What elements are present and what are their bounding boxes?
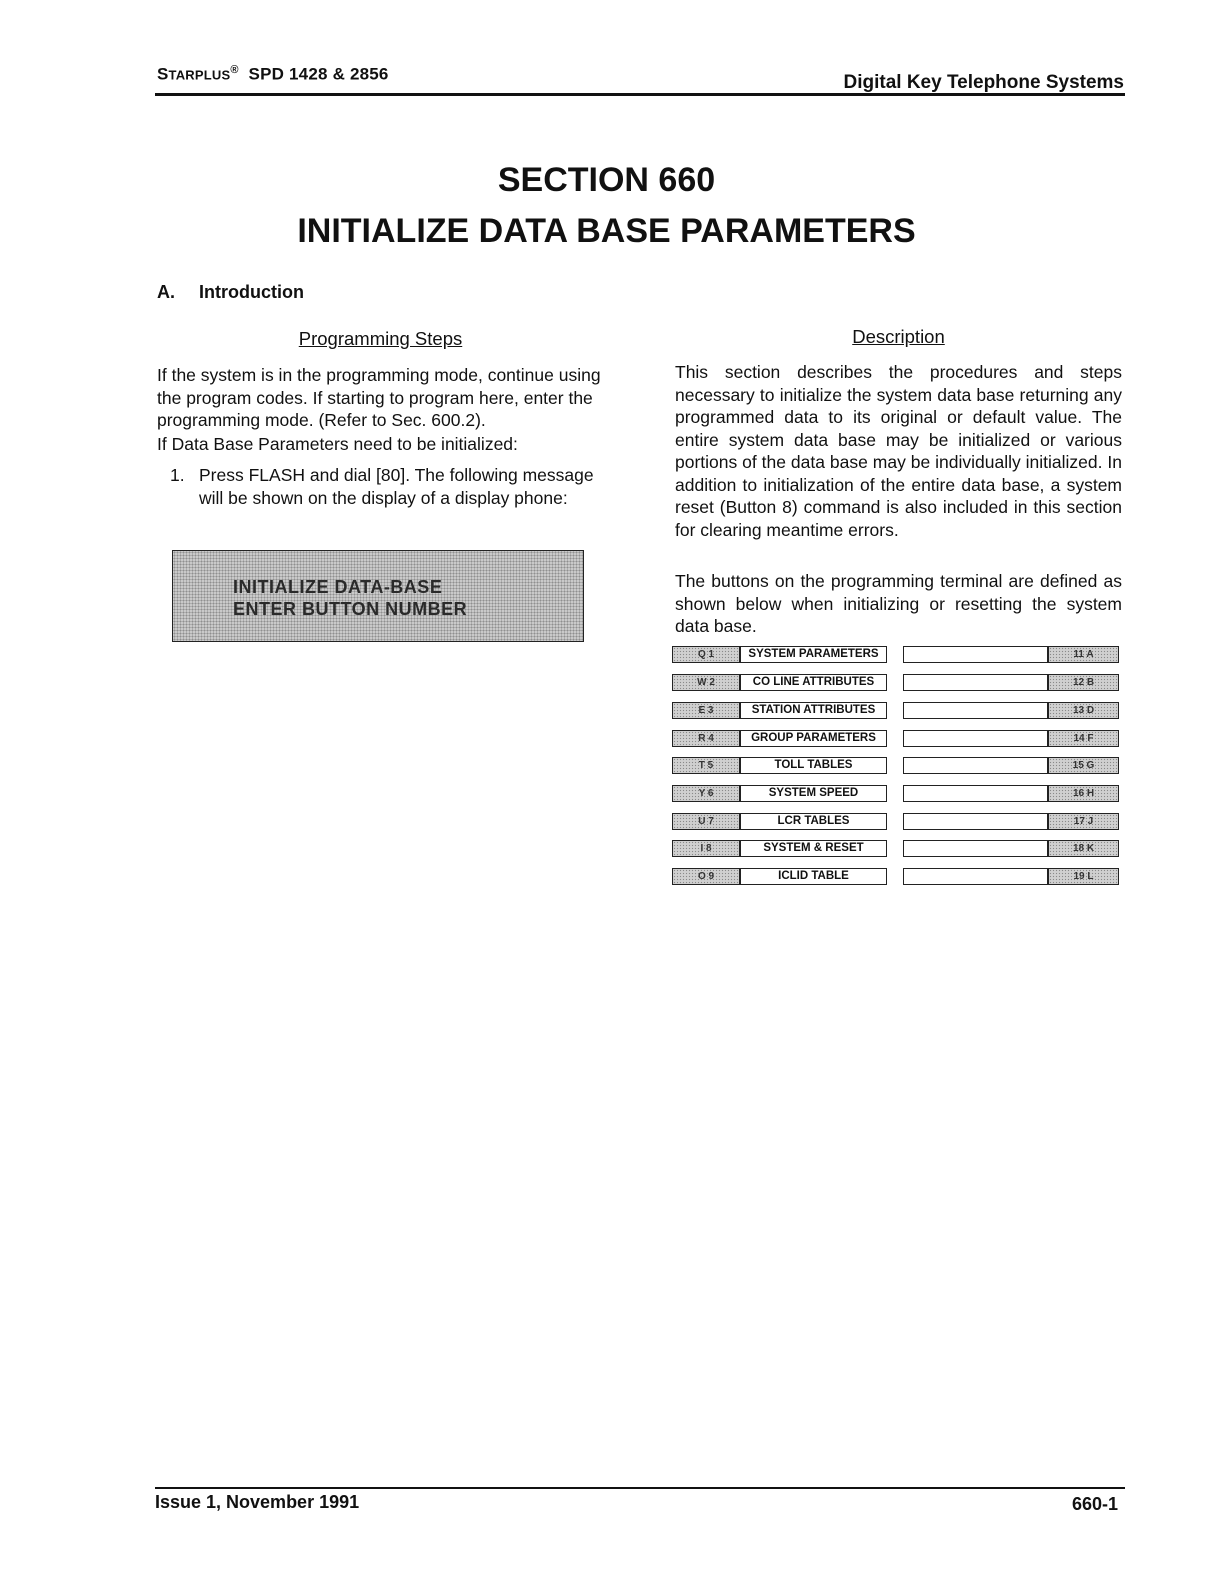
step-number: 1. bbox=[170, 465, 185, 485]
button-row bbox=[672, 674, 1122, 693]
brand-rest: TARPLUS bbox=[168, 67, 231, 83]
button-key: R 4 bbox=[672, 730, 740, 747]
button-blank-label bbox=[903, 868, 1048, 885]
button-row bbox=[672, 702, 1122, 721]
section-subtitle: INITIALIZE DATA BASE PARAMETERS bbox=[297, 212, 916, 250]
model-number: SPD 1428 & 2856 bbox=[248, 64, 389, 84]
subsection-heading bbox=[157, 282, 304, 303]
button-label: CO LINE ATTRIBUTES bbox=[740, 674, 887, 691]
button-label: TOLL TABLES bbox=[740, 757, 887, 774]
button-row bbox=[672, 757, 1122, 776]
button-blank-label bbox=[903, 674, 1048, 691]
lcd-line-2: ENTER BUTTON NUMBER bbox=[233, 599, 468, 619]
button-key: U 7 bbox=[672, 813, 740, 830]
footer-rule bbox=[155, 1487, 1125, 1489]
button-right-key: 19 L bbox=[1048, 868, 1119, 885]
lcd-line-1: INITIALIZE DATA-BASE bbox=[233, 577, 443, 597]
step-text: Press FLASH and dial [80]. The following message will be shown on the display of a display phone: bbox=[199, 465, 594, 508]
step-1 bbox=[170, 464, 604, 509]
subsection-title: Introduction bbox=[199, 282, 304, 302]
button-right-key: 15 G bbox=[1048, 757, 1119, 774]
button-row bbox=[672, 730, 1122, 749]
description-heading: Description bbox=[852, 326, 945, 347]
button-label: STATION ATTRIBUTES bbox=[740, 702, 887, 719]
button-label: SYSTEM SPEED bbox=[740, 785, 887, 802]
description-paragraph: This section describes the procedures and steps necessary to initialize the system data base returning any programmed data to its original or default value. The entire system data base may be initialized or various portions of the data base may be individually initialized. In addition to initialization of the entire data base, a system reset (Button 8) command is also included in this section for clearing meantime errors. bbox=[675, 362, 1122, 540]
button-key: W 2 bbox=[672, 674, 740, 691]
brand-initial: S bbox=[157, 64, 169, 84]
header-rule bbox=[155, 93, 1125, 96]
button-key: T 5 bbox=[672, 757, 740, 774]
button-blank-label bbox=[903, 730, 1048, 747]
button-right-key: 16 H bbox=[1048, 785, 1119, 802]
button-blank-label bbox=[903, 646, 1048, 663]
lcd-display bbox=[172, 550, 584, 642]
button-right-key: 17 J bbox=[1048, 813, 1119, 830]
button-key: Y 6 bbox=[672, 785, 740, 802]
button-row bbox=[672, 868, 1122, 887]
button-right-key: 13 D bbox=[1048, 702, 1119, 719]
button-right-key: 18 K bbox=[1048, 840, 1119, 857]
section-title: SECTION 660 bbox=[497, 161, 716, 199]
page-number: 660-1 bbox=[1071, 1494, 1118, 1514]
button-row bbox=[672, 813, 1122, 832]
programming-intro-paragraph: If the system is in the programming mode, continue using the program codes. If starting to program here, enter the programming mode. (Refer to Sec. 600.2). bbox=[157, 365, 601, 430]
footer-issue: Issue 1, November 1991 bbox=[155, 1492, 360, 1512]
button-blank-label bbox=[903, 757, 1048, 774]
button-label: GROUP PARAMETERS bbox=[740, 730, 887, 747]
button-key: O 9 bbox=[672, 868, 740, 885]
button-key: E 3 bbox=[672, 702, 740, 719]
buttons-intro-paragraph: The buttons on the programming terminal are defined as shown below when initializing or resetting the system data base. bbox=[675, 571, 1122, 636]
button-key: Q 1 bbox=[672, 646, 740, 663]
button-blank-label bbox=[903, 813, 1048, 830]
button-right-key: 11 A bbox=[1048, 646, 1119, 663]
subsection-label: A. bbox=[157, 282, 175, 302]
button-label: SYSTEM PARAMETERS bbox=[740, 646, 887, 663]
button-row bbox=[672, 785, 1122, 804]
registered-mark: ® bbox=[230, 64, 239, 76]
button-label: LCR TABLES bbox=[740, 813, 887, 830]
header-product: Digital Key Telephone Systems bbox=[843, 72, 1124, 93]
button-label: ICLID TABLE bbox=[740, 868, 887, 885]
initialize-condition-paragraph: If Data Base Parameters need to be initialized: bbox=[157, 434, 518, 454]
button-row bbox=[672, 646, 1122, 665]
programming-steps-heading: Programming Steps bbox=[298, 328, 463, 349]
header-brand bbox=[157, 64, 389, 85]
button-blank-label bbox=[903, 785, 1048, 802]
button-right-key: 14 F bbox=[1048, 730, 1119, 747]
button-row bbox=[672, 840, 1122, 859]
button-right-key: 12 B bbox=[1048, 674, 1119, 691]
button-blank-label bbox=[903, 840, 1048, 857]
button-key: I 8 bbox=[672, 840, 740, 857]
button-blank-label bbox=[903, 702, 1048, 719]
button-label: SYSTEM & RESET bbox=[740, 840, 887, 857]
